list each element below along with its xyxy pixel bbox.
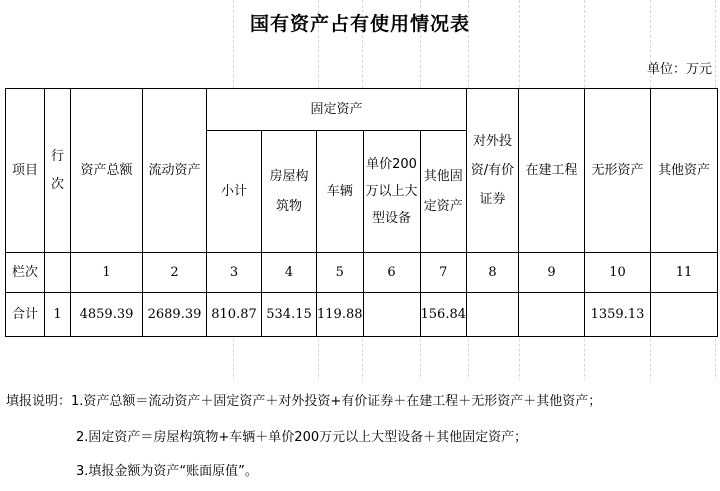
filling-notes [0, 380, 720, 491]
external-investment-value [467, 293, 519, 337]
total-assets-value: 4859.39 [71, 293, 143, 337]
column-number: 6 [363, 253, 420, 293]
intangible-value: 1359.13 [585, 293, 651, 337]
header-buildings-text: 房屋构筑物 [269, 168, 309, 214]
vehicles-value: 119.88 [317, 293, 364, 337]
column-number: 9 [519, 253, 585, 293]
column-number: 5 [317, 253, 364, 293]
header-intangible: 无形资产 [585, 89, 651, 253]
column-number: 4 [262, 253, 317, 293]
unit-label: 单位：万元 [646, 62, 712, 77]
header-fixed-assets: 固定资产 [207, 89, 467, 131]
header-buildings [262, 131, 317, 253]
column-number: 7 [420, 253, 467, 293]
note-line-3: 3.填报金额为资产“账面原值”。 [76, 464, 258, 479]
header-row-no-text: 行次 [50, 148, 64, 192]
header-other-fixed-text: 其他固定资产 [423, 168, 463, 214]
header-current-assets: 流动资产 [143, 89, 207, 253]
subtotal-value: 810.87 [207, 293, 262, 337]
total-row-no: 1 [45, 293, 71, 337]
other-assets-value [651, 293, 718, 337]
header-large-equipment-text: 单价200万以上大型设备 [365, 157, 418, 226]
header-other-assets: 其他资产 [651, 89, 718, 253]
column-number-blank [45, 253, 71, 293]
current-assets-value: 2689.39 [143, 293, 207, 337]
column-number: 1 [71, 253, 143, 293]
column-number: 10 [585, 253, 651, 293]
large-equipment-value [363, 293, 420, 337]
total-row-label: 合计 [6, 293, 45, 337]
column-number: 8 [467, 253, 519, 293]
construction-value [519, 293, 585, 337]
note-line-1: 填报说明：1.资产总额＝流动资产＋固定资产＋对外投资+有价证券＋在建工程＋无形资产＋其他资产； [6, 394, 602, 409]
header-vehicles: 车辆 [317, 131, 364, 253]
header-external-investment [467, 89, 519, 253]
header-subtotal: 小计 [207, 131, 262, 253]
asset-table [5, 88, 718, 337]
other-fixed-value: 156.84 [420, 293, 467, 337]
column-number: 2 [143, 253, 207, 293]
buildings-value: 534.15 [262, 293, 317, 337]
header-other-fixed [420, 131, 467, 253]
column-numbers-label: 栏次 [6, 253, 45, 293]
header-total-assets: 资产总额 [71, 89, 143, 253]
header-construction: 在建工程 [519, 89, 585, 253]
note-line-2: 2.固定资产＝房屋构筑物+车辆＋单价200万元以上大型设备＋其他固定资产； [76, 430, 528, 445]
column-number: 11 [651, 253, 718, 293]
header-row-no [45, 89, 71, 253]
header-external-investment-text: 对外投资/有价证券 [470, 134, 515, 207]
header-item: 项目 [6, 89, 45, 253]
column-number: 3 [207, 253, 262, 293]
page-title: 国有资产占有使用情况表 [249, 13, 470, 35]
header-large-equipment [363, 131, 420, 253]
